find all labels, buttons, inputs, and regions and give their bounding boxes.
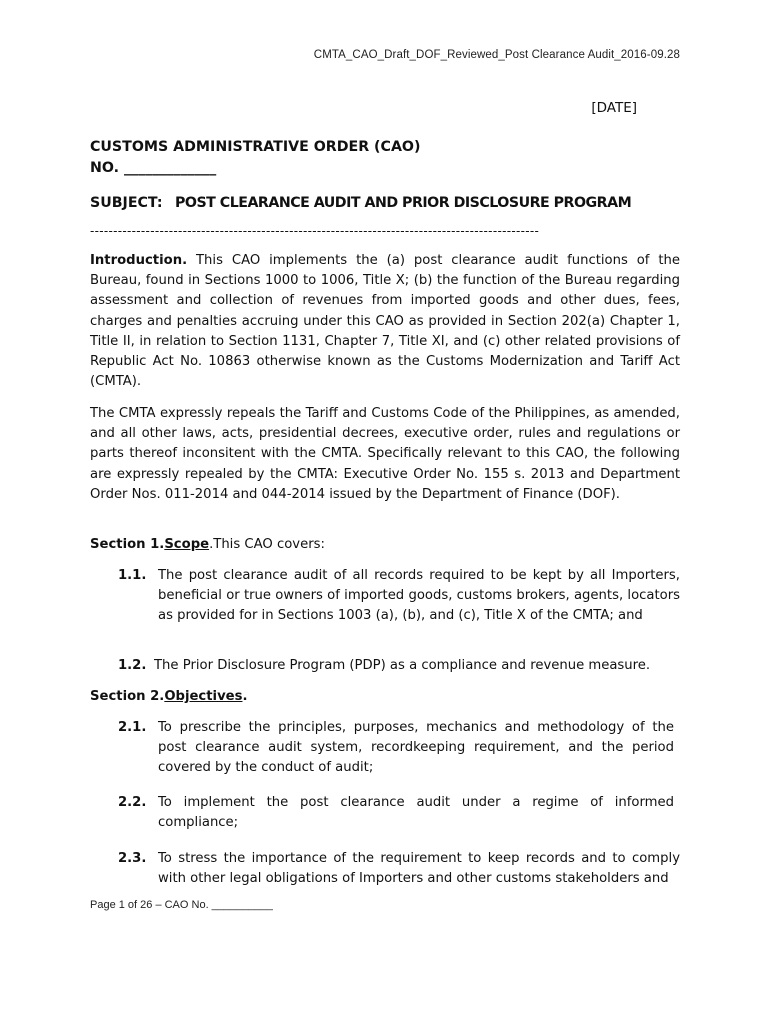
list-item-number: 1.2.: [118, 658, 147, 673]
list-item: [118, 849, 680, 889]
order-title: [90, 137, 680, 178]
introduction-heading: Introduction.: [90, 253, 188, 268]
subject-text: POST CLEARANCE AUDIT AND PRIOR DISCLOSURE PROGRAM: [175, 195, 632, 211]
date-placeholder: [DATE]: [591, 100, 637, 116]
section2-heading: [90, 687, 680, 707]
list-item-number: 2.2.: [118, 795, 147, 810]
list-item-text: The post clearance audit of all records required to be kept by all Importers, beneficial or true owners of imported goods, customs brokers, agents, locators as provided for in Sections 1003 (a), (b), and (c), Title X of the CMTA; and: [158, 568, 680, 624]
section1-suffix: .This CAO covers:: [209, 537, 325, 552]
introduction-paragraph: [90, 251, 680, 392]
section2-prefix: Section 2.: [90, 689, 165, 704]
list-item: [118, 793, 674, 833]
section1-prefix: Section 1.: [90, 537, 165, 552]
subject-line: [90, 193, 680, 213]
list-item: [118, 656, 680, 676]
repeal-paragraph: The CMTA expressly repeals the Tariff and Customs Code of the Philippines, as amended, and all other laws, acts, presidential decrees, executive order, rules and regulations or parts thereof inconsitent with the CMTA. Specifically relevant to this CAO, the following are expressly repealed by the CMTA: Executive Order No. 155 s. 2013 and Department Order Nos. 011-2014 and 044-2014 issued by the Department of Finance (DOF).: [90, 406, 680, 502]
section1-heading: [90, 535, 680, 555]
section2-suffix: .: [242, 689, 248, 704]
list-item-number: 1.1.: [118, 568, 147, 583]
list-item: [118, 566, 680, 627]
divider-line: -------------------------------------------------------------------------------------------------: [90, 224, 540, 238]
list-item-text: To stress the importance of the requirement to keep records and to comply with other legal obligations of Importers and other customs stakeholders and: [158, 851, 680, 887]
order-title-line1: CUSTOMS ADMINISTRATIVE ORDER (CAO): [90, 139, 421, 155]
section2-title: Objectives: [164, 689, 243, 704]
list-item-number: 2.1.: [118, 720, 147, 735]
section1-title: Scope: [164, 537, 210, 552]
subject-label: SUBJECT:: [90, 195, 163, 211]
list-item-text: To prescribe the principles, purposes, mechanics and methodology of the post clearance audit system, recordkeeping requirement, and the period covered by the conduct of audit;: [158, 720, 674, 776]
list-item-text: To implement the post clearance audit under a regime of informed compliance;: [158, 795, 674, 831]
order-number-line: NO. _____________: [90, 159, 217, 176]
list-item-text: The Prior Disclosure Program (PDP) as a compliance and revenue measure.: [154, 658, 651, 673]
document-header-filename: CMTA_CAO_Draft_DOF_Reviewed_Post Clearance Audit_2016-09.28: [313, 49, 680, 61]
list-item: [118, 718, 674, 779]
introduction-text: This CAO implements the (a) post clearance audit functions of the Bureau, found in Sections 1000 to 1006, Title X; (b) the function of the Bureau regarding assessment and collection of revenues from imported goods and other dues, fees, charges and penalties accruing under this CAO as provided in Section 202(a) Chapter 1, Title II, in relation to Section 1131, Chapter 7, Title XI, and (c) other related provisions of Republic Act No. 10863 otherwise known as the Customs Modernization and Tariff Act (CMTA).: [90, 253, 680, 390]
list-item-number: 2.3.: [118, 851, 147, 866]
page-footer: Page 1 of 26 – CAO No. __________: [90, 899, 273, 911]
